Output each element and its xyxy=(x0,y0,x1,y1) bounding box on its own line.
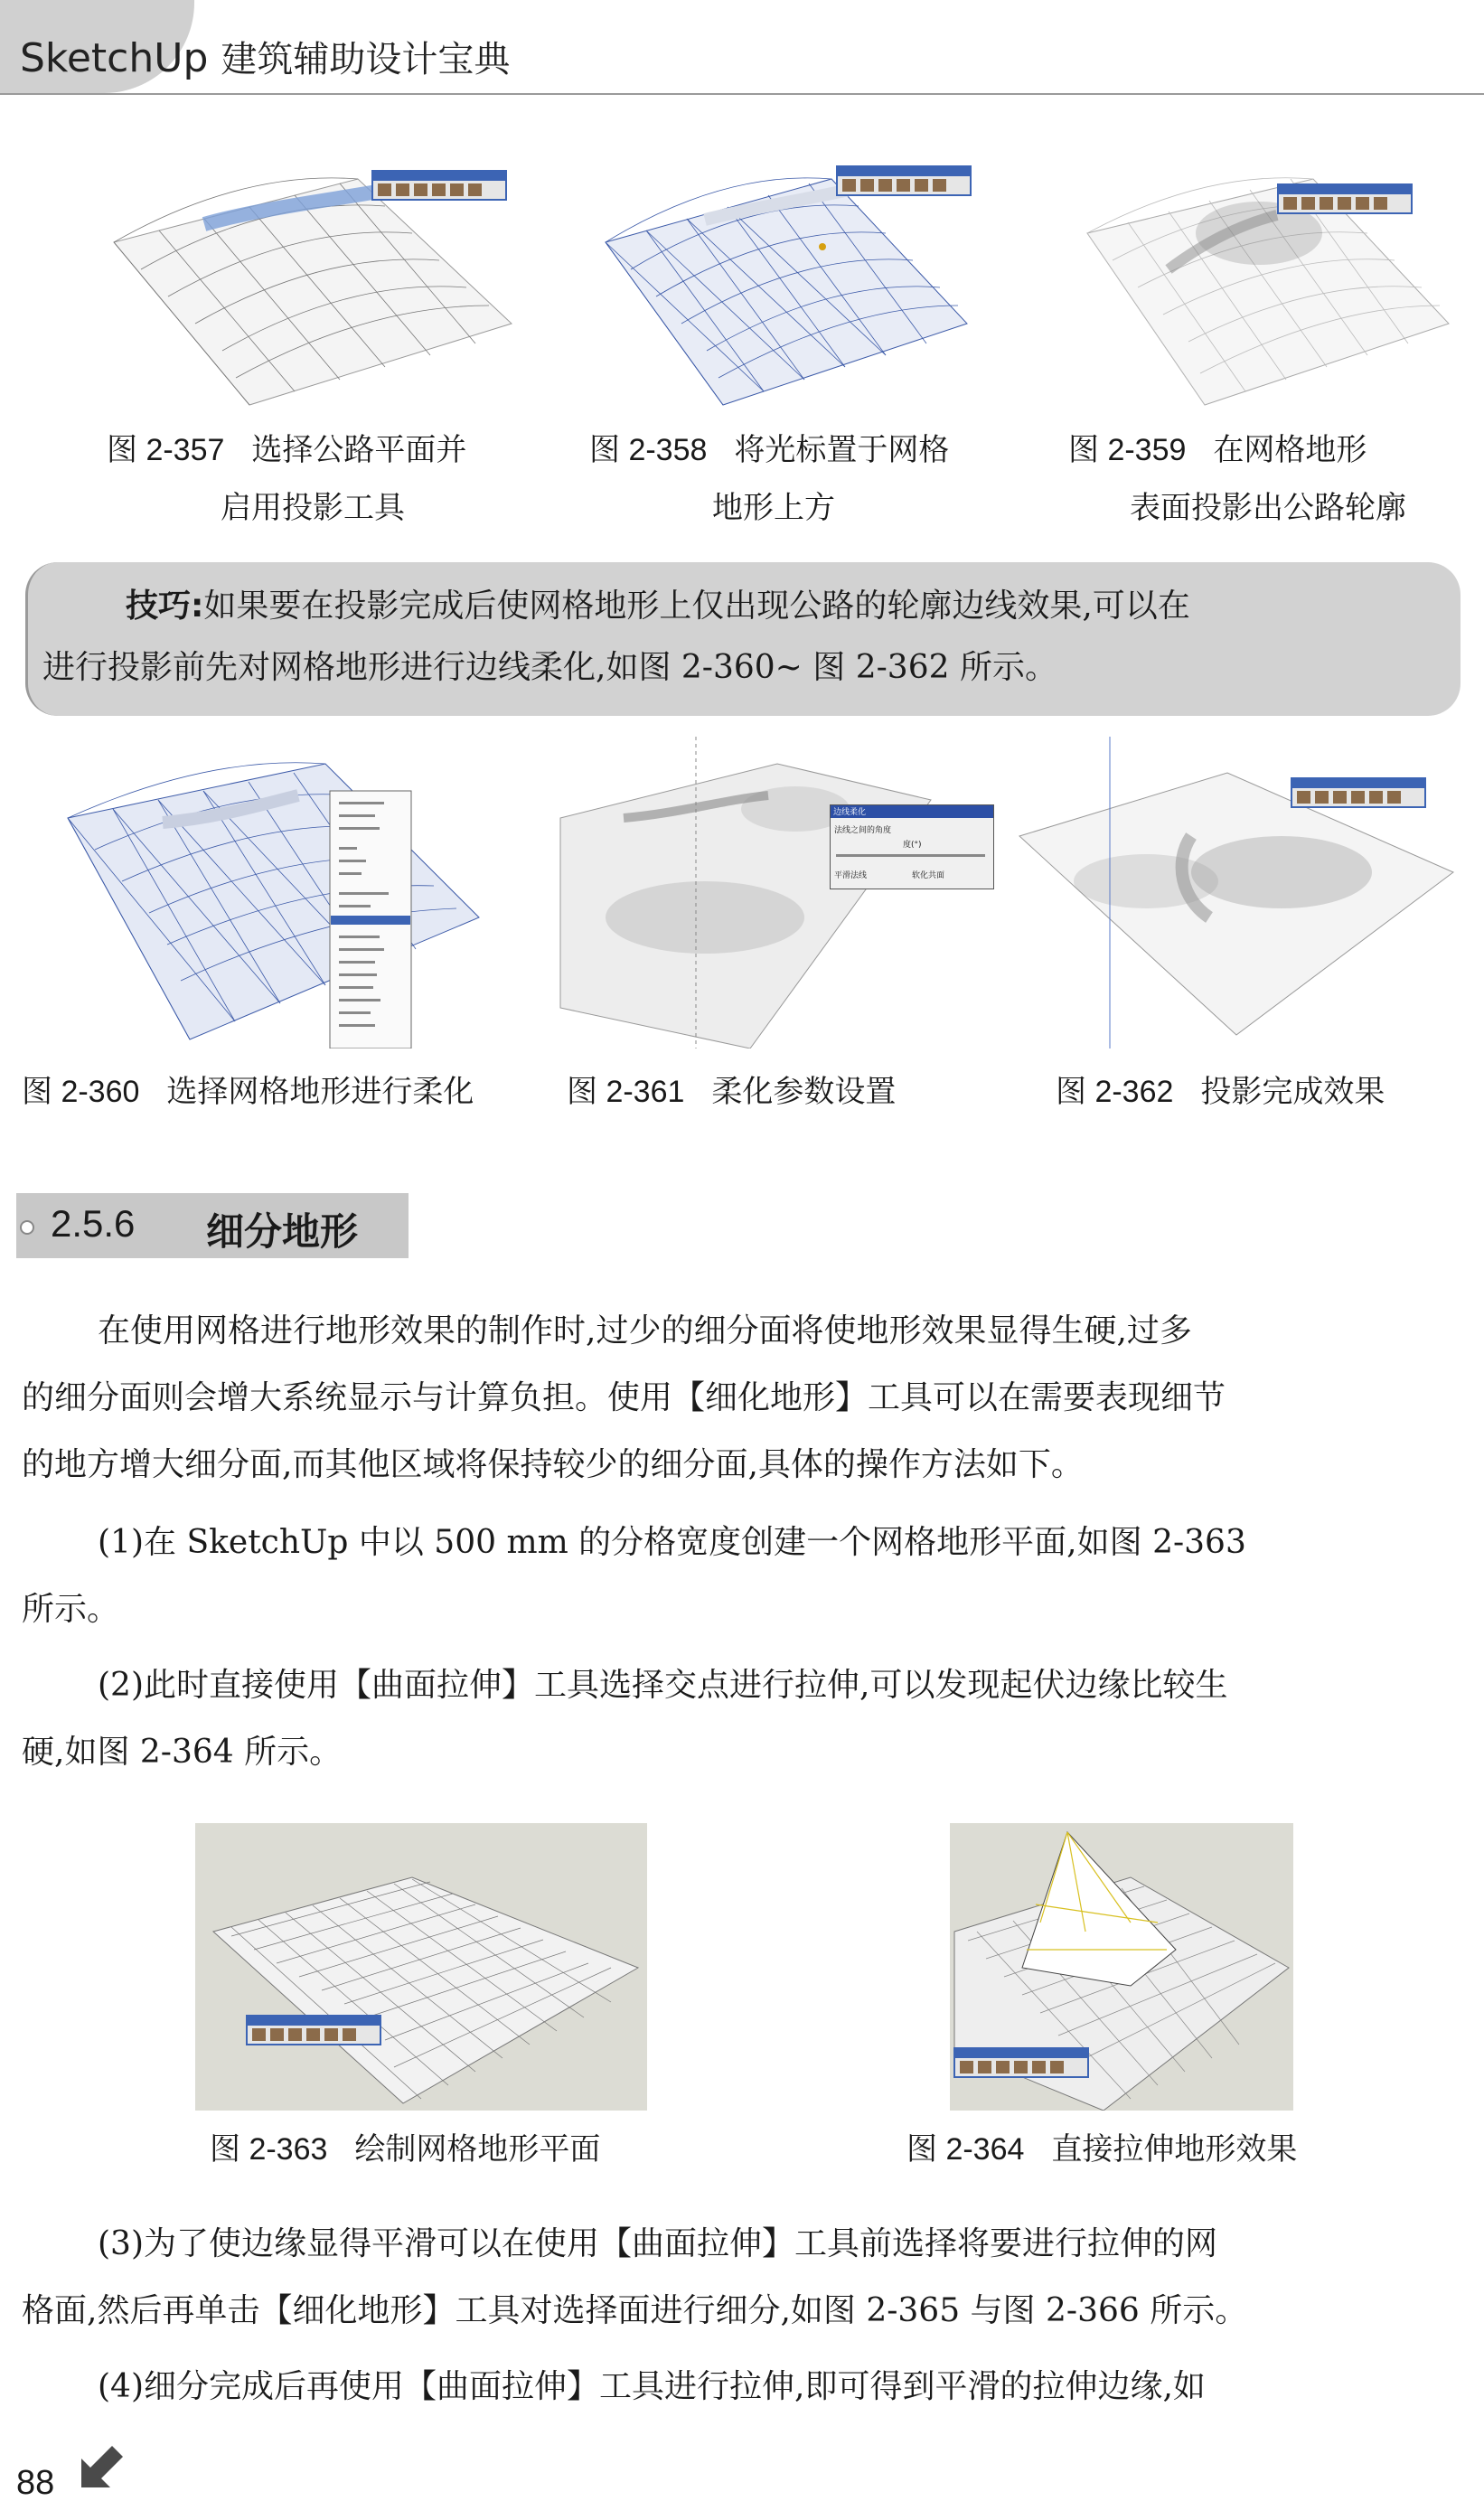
caption-2-358: 图 2-358 将光标置于网格 xyxy=(589,432,950,468)
page-number: 88 xyxy=(16,2464,55,2502)
caption-2-361: 图 2-361 柔化参数设置 xyxy=(567,1074,897,1110)
paragraph-3-line1: (2)此时直接使用【曲面拉伸】工具选择交点进行拉伸,可以发现起伏边缘比较生 xyxy=(98,1667,1228,1704)
dialog-title: 边线柔化 xyxy=(831,805,993,818)
section-heading xyxy=(16,1193,409,1258)
figure-2-357-image xyxy=(87,143,525,414)
paragraph-5-line1: (4)细分完成后再使用【曲面拉伸】工具进行拉伸,即可得到平滑的拉伸边缘,如 xyxy=(98,2368,1206,2405)
caption-2-362: 图 2-362 投影完成效果 xyxy=(1056,1074,1385,1110)
paragraph-1-line2: 的细分面则会增大系统显示与计算负担。使用【细化地形】工具可以在需要表现细节 xyxy=(22,1379,1226,1416)
caption-2-358-line2: 地形上方 xyxy=(712,490,835,526)
tip-line2: 进行投影前先对网格地形进行边线柔化,如图 2-360~ 图 2-362 所示。 xyxy=(42,649,1057,686)
soften-edges-dialog[interactable] xyxy=(830,804,994,889)
sandbox-toolbar[interactable] xyxy=(836,165,972,196)
caption-2-359-line2: 表面投影出公路轮廓 xyxy=(1130,490,1406,526)
sandbox-toolbar[interactable] xyxy=(246,2015,381,2045)
tip-box xyxy=(25,562,1461,716)
paragraph-3-line2: 硬,如图 2-364 所示。 xyxy=(22,1734,343,1771)
tip-label: 技巧: xyxy=(126,588,204,625)
caption-2-363: 图 2-363 绘制网格地形平面 xyxy=(210,2131,601,2167)
figure-2-364-image xyxy=(950,1823,1293,2111)
caption-2-359: 图 2-359 在网格地形 xyxy=(1068,432,1367,468)
header-rule xyxy=(0,93,1484,95)
figure-2-363-image xyxy=(195,1823,647,2111)
dialog-angle-unit: 度(°) xyxy=(903,841,922,850)
dialog-option-soften-coplanar[interactable]: 软化共面 xyxy=(912,871,945,880)
section-number: 2.5.6 xyxy=(51,1202,136,1245)
sandbox-toolbar[interactable] xyxy=(371,170,507,201)
dialog-angle-label: 法线之间的角度 xyxy=(834,826,892,835)
figure-2-360-image xyxy=(54,737,506,1048)
caption-2-364: 图 2-364 直接拉伸地形效果 xyxy=(906,2131,1298,2167)
paragraph-2-line1: (1)在 SketchUp 中以 500 mm 的分格宽度创建一个网格地形平面,如图 2-363 xyxy=(98,1524,1246,1561)
sandbox-toolbar[interactable] xyxy=(1291,777,1426,808)
paragraph-4-line2: 格面,然后再单击【细化地形】工具对选择面进行细分,如图 2-365 与图 2-366 所示。 xyxy=(22,2292,1248,2329)
header-title: 建筑辅助设计宝典 xyxy=(221,39,511,80)
sandbox-toolbar[interactable] xyxy=(953,2047,1089,2078)
paragraph-2-line2: 所示。 xyxy=(22,1591,120,1628)
arrow-icon xyxy=(74,2440,128,2495)
angle-slider[interactable] xyxy=(836,854,985,857)
bullet-icon xyxy=(20,1220,34,1235)
paragraph-4-line1: (3)为了使边缘显得平滑可以在使用【曲面拉伸】工具前选择将要进行拉伸的网 xyxy=(98,2225,1217,2262)
figure-2-362-image xyxy=(1010,737,1462,1048)
tip-line1: 技巧:如果要在投影完成后使网格地形上仅出现公路的轮廓边线效果,可以在 xyxy=(126,588,1190,625)
header-brand: SketchUp xyxy=(20,35,209,81)
caption-2-360: 图 2-360 选择网格地形进行柔化 xyxy=(22,1074,474,1110)
running-header xyxy=(20,31,510,82)
section-title: 细分地形 xyxy=(206,1209,359,1254)
caption-2-357-line2: 启用投影工具 xyxy=(221,490,405,526)
dialog-option-smooth-normals[interactable]: 平滑法线 xyxy=(834,871,868,880)
figure-2-361-image xyxy=(551,737,994,1048)
figure-2-358-image xyxy=(578,143,976,414)
figure-2-359-image xyxy=(1069,143,1458,414)
sandbox-toolbar[interactable] xyxy=(1277,183,1413,214)
caption-2-357: 图 2-357 选择公路平面并 xyxy=(107,432,467,468)
paragraph-1-line1: 在使用网格进行地形效果的制作时,过少的细分面将使地形效果显得生硬,过多 xyxy=(98,1312,1192,1349)
paragraph-1-line3: 的地方增大细分面,而其他区域将保持较少的细分面,具体的操作方法如下。 xyxy=(22,1446,1084,1483)
